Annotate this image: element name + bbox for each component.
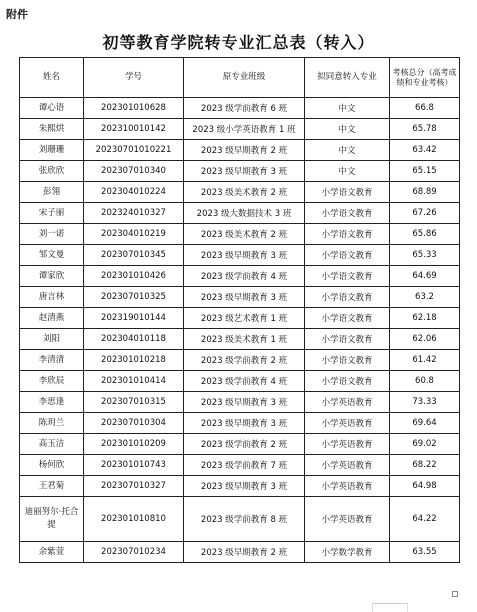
cell-target-major: 中文 [305, 98, 390, 119]
cell-score: 63.55 [390, 542, 460, 563]
cell-target-major: 小学语文教育 [305, 350, 390, 371]
table-row [20, 287, 460, 308]
cell-student-id: 20230701010221 [84, 140, 184, 161]
cell-original-class: 2023 级早期教育 3 班 [184, 287, 305, 308]
cell-original-class: 2023 级大数据技术 3 班 [184, 203, 305, 224]
cell-name: 刘阳 [20, 329, 84, 350]
table-body [20, 98, 460, 563]
cell-student-id: 202301010218 [84, 350, 184, 371]
cell-student-id: 202301010810 [84, 497, 184, 542]
table-row [20, 542, 460, 563]
cell-target-major: 小学语文教育 [305, 287, 390, 308]
cell-target-major: 小学英语教育 [305, 497, 390, 542]
cell-target-major: 小学英语教育 [305, 455, 390, 476]
cell-student-id: 202307010325 [84, 287, 184, 308]
cell-name: 王君菊 [20, 476, 84, 497]
cell-original-class: 2023 级早期教育 3 班 [184, 476, 305, 497]
cell-score: 63.2 [390, 287, 460, 308]
cell-student-id: 202310010142 [84, 119, 184, 140]
cell-score: 67.26 [390, 203, 460, 224]
cell-name: 刘珊珊 [20, 140, 84, 161]
cell-name: 杨何欣 [20, 455, 84, 476]
cell-original-class: 2023 级美术教育 2 班 [184, 182, 305, 203]
cell-name: 赵清燕 [20, 308, 84, 329]
cell-target-major: 小学语文教育 [305, 245, 390, 266]
cell-original-class: 2023 级美术教育 2 班 [184, 224, 305, 245]
table-row [20, 392, 460, 413]
table-row [20, 119, 460, 140]
cell-target-major: 小学英语教育 [305, 476, 390, 497]
header-name: 姓名 [20, 58, 84, 98]
cell-score: 68.89 [390, 182, 460, 203]
cell-score: 69.02 [390, 434, 460, 455]
cell-original-class: 2023 级小学英语教育 1 班 [184, 119, 305, 140]
table-row [20, 245, 460, 266]
table-row [20, 161, 460, 182]
cell-name: 谭心语 [20, 98, 84, 119]
cell-name: 陈玥兰 [20, 413, 84, 434]
cell-name: 高玉洁 [20, 434, 84, 455]
cell-name: 朱熙烘 [20, 119, 84, 140]
cell-name: 刘一诺 [20, 224, 84, 245]
cell-target-major: 小学语文教育 [305, 203, 390, 224]
cell-original-class: 2023 级早期教育 2 班 [184, 140, 305, 161]
cell-student-id: 202304010118 [84, 329, 184, 350]
table-row [20, 98, 460, 119]
cell-original-class: 2023 级学前教育 6 班 [184, 98, 305, 119]
cell-name: 宋子丽 [20, 203, 84, 224]
cell-student-id: 202324010327 [84, 203, 184, 224]
cell-student-id: 202307010315 [84, 392, 184, 413]
table-row [20, 308, 460, 329]
cell-student-id: 202307010234 [84, 542, 184, 563]
cell-score: 64.69 [390, 266, 460, 287]
cell-target-major: 小学语文教育 [305, 308, 390, 329]
page-title: 初等教育学院转专业汇总表（转入） [102, 33, 375, 52]
cell-student-id: 202301010743 [84, 455, 184, 476]
cell-name: 李思逢 [20, 392, 84, 413]
cell-score: 65.15 [390, 161, 460, 182]
table-row [20, 266, 460, 287]
cell-name: 张欣欣 [20, 161, 84, 182]
cell-name: 李清清 [20, 350, 84, 371]
table-row [20, 371, 460, 392]
table-row [20, 434, 460, 455]
cell-score: 65.78 [390, 119, 460, 140]
transfer-summary-table [19, 57, 460, 563]
table-row [20, 455, 460, 476]
cell-student-id: 202301010209 [84, 434, 184, 455]
cell-original-class: 2023 级早期教育 3 班 [184, 392, 305, 413]
cell-score: 68.22 [390, 455, 460, 476]
page-corner-mark [452, 591, 458, 597]
header-score: 考核总分（高考成绩和专业考核） [390, 58, 460, 98]
cell-target-major: 小学语文教育 [305, 371, 390, 392]
cell-original-class: 2023 级美术教育 1 班 [184, 329, 305, 350]
cell-target-major: 小学语文教育 [305, 329, 390, 350]
cell-original-class: 2023 级学前教育 2 班 [184, 434, 305, 455]
cell-student-id: 202307010327 [84, 476, 184, 497]
cell-score: 61.42 [390, 350, 460, 371]
header-original-class: 原专业班级 [184, 58, 305, 98]
cell-target-major: 小学语文教育 [305, 266, 390, 287]
cell-student-id: 202301010426 [84, 266, 184, 287]
cell-student-id: 202307010345 [84, 245, 184, 266]
table-row [20, 413, 460, 434]
cell-score: 60.8 [390, 371, 460, 392]
cell-original-class: 2023 级学前教育 4 班 [184, 266, 305, 287]
cell-original-class: 2023 级早期教育 3 班 [184, 413, 305, 434]
cell-score: 69.64 [390, 413, 460, 434]
header-row [20, 58, 460, 98]
table-row [20, 140, 460, 161]
cell-name: 迪丽努尔·托合提 [20, 497, 84, 542]
cell-original-class: 2023 级学前教育 8 班 [184, 497, 305, 542]
cell-name: 邹文曼 [20, 245, 84, 266]
table-row [20, 329, 460, 350]
cell-name: 唐言林 [20, 287, 84, 308]
cell-score: 73.33 [390, 392, 460, 413]
table-row [20, 497, 460, 542]
cell-score: 63.42 [390, 140, 460, 161]
cell-original-class: 2023 级早期教育 2 班 [184, 542, 305, 563]
table-row [20, 182, 460, 203]
table-row [20, 224, 460, 245]
cell-original-class: 2023 级学前教育 2 班 [184, 350, 305, 371]
cell-name: 彭翎 [20, 182, 84, 203]
table-row [20, 350, 460, 371]
cell-score: 65.86 [390, 224, 460, 245]
cell-original-class: 2023 级早期教育 3 班 [184, 245, 305, 266]
cell-target-major: 小学语文教育 [305, 224, 390, 245]
cell-name: 李欣辰 [20, 371, 84, 392]
cell-target-major: 小学英语教育 [305, 413, 390, 434]
cell-student-id: 202301010628 [84, 98, 184, 119]
cell-student-id: 202307010304 [84, 413, 184, 434]
header-target-major: 拟同意转入专业 [305, 58, 390, 98]
cell-score: 64.98 [390, 476, 460, 497]
cell-target-major: 小学数学教育 [305, 542, 390, 563]
cell-target-major: 中文 [305, 119, 390, 140]
cell-name: 余紫萱 [20, 542, 84, 563]
cell-student-id: 202304010224 [84, 182, 184, 203]
cell-original-class: 2023 级学前教育 4 班 [184, 371, 305, 392]
cell-student-id: 202301010414 [84, 371, 184, 392]
attachment-label: 附件 [6, 8, 28, 21]
cell-target-major: 小学英语教育 [305, 392, 390, 413]
cell-original-class: 2023 级学前教育 7 班 [184, 455, 305, 476]
header-student-id: 学号 [84, 58, 184, 98]
cell-target-major: 中文 [305, 140, 390, 161]
cell-student-id: 202304010219 [84, 224, 184, 245]
table-row [20, 203, 460, 224]
cell-score: 65.33 [390, 245, 460, 266]
table-header [20, 58, 460, 98]
cell-target-major: 小学英语教育 [305, 434, 390, 455]
cell-name: 谭家欣 [20, 266, 84, 287]
cell-original-class: 2023 级早期教育 3 班 [184, 161, 305, 182]
cell-target-major: 小学语文教育 [305, 182, 390, 203]
table-row [20, 476, 460, 497]
cell-target-major: 中文 [305, 161, 390, 182]
cell-original-class: 2023 级艺术教育 1 班 [184, 308, 305, 329]
cell-student-id: 202319010144 [84, 308, 184, 329]
cell-score: 66.8 [390, 98, 460, 119]
cell-student-id: 202307010340 [84, 161, 184, 182]
cell-score: 64.22 [390, 497, 460, 542]
cell-score: 62.18 [390, 308, 460, 329]
cell-score: 62.06 [390, 329, 460, 350]
